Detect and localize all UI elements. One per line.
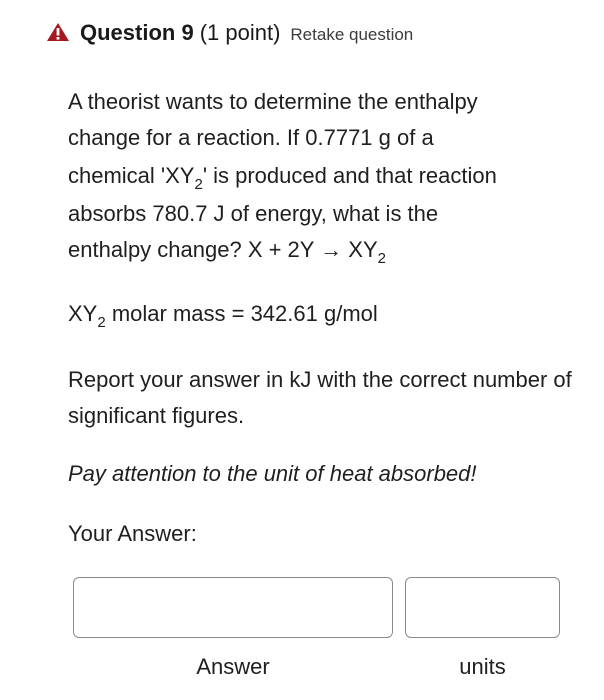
answer-field-label: Answer [196,654,270,679]
units-input[interactable] [405,577,560,638]
retake-question-link[interactable]: Retake question [290,25,414,44]
report-instructions: Report your answer in kJ with the correct number of significant figures. [68,367,572,428]
your-answer-label: Your Answer: [68,521,197,546]
prompt-line: chemical '$XY_2$' is produced and that reaction [68,163,497,193]
question-points: (1 point) [199,20,281,45]
units-field-label: units [459,654,506,679]
prompt-line: change for a reaction. If 0.7771 g of a [68,125,434,150]
answer-input[interactable] [73,577,393,638]
prompt-line: absorbs 780.7 J of energy, what is the [68,201,439,226]
question-header [46,20,413,46]
prompt-line: enthalpy change? $X + 2Y \to XY_2$ [68,237,386,267]
prompt-line: A theorist wants to determine the enthalpy [68,89,478,114]
question-prompt [68,84,578,268]
question-title: Question 9 [80,20,194,45]
molar-mass-text: $XY_2$ molar mass = 342.61 g/mol [68,301,378,331]
attention-note: Pay attention to the unit of heat absorbed! [68,461,477,486]
warning-triangle-icon [46,22,70,42]
